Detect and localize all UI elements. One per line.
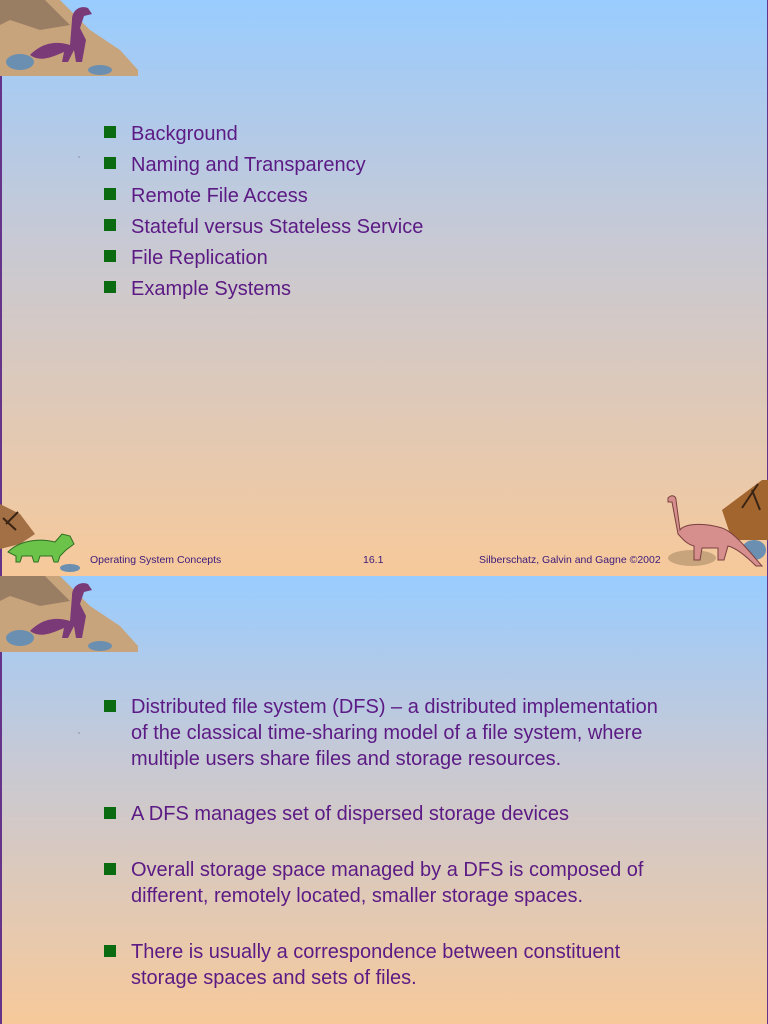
topic-list (104, 119, 423, 305)
list-item (104, 802, 664, 828)
triceratops-illustration (0, 504, 85, 574)
bullet-square-icon (104, 945, 116, 957)
bullet-square-icon (104, 700, 116, 712)
bullet-square-icon (104, 807, 116, 819)
list-item (104, 119, 423, 150)
footer-copyright: Silberschatz, Galvin and Gagne ©2002 (479, 554, 661, 566)
bullet-square-icon (104, 126, 116, 138)
list-item (104, 150, 423, 181)
bullet-square-icon (104, 188, 116, 200)
list-item (104, 181, 423, 212)
list-item-text: There is usually a correspondence between constituent storage spaces and sets of files. (131, 940, 621, 989)
trex-rock-illustration (0, 0, 140, 80)
slide-16-2 (0, 576, 768, 1024)
list-item-text: Distributed file system (DFS) – a distributed implementation of the classical time-sharing model of a file system, where multiple users share files and storage resources. (131, 696, 658, 770)
bullet-square-icon (104, 863, 116, 875)
bullet-square-icon (104, 281, 116, 293)
list-item-text: File Replication (131, 247, 268, 269)
footer-slide-number: 16.1 (363, 554, 384, 566)
list-item (104, 212, 423, 243)
list-item-text: Background (131, 123, 238, 145)
list-item (104, 274, 423, 305)
bullet-square-icon (104, 250, 116, 262)
bullet-square-icon (104, 157, 116, 169)
decor-dot (78, 156, 80, 158)
decor-dot (78, 732, 80, 734)
list-item-text: Stateful versus Stateless Service (131, 216, 424, 238)
list-item (104, 858, 664, 910)
dfs-points-list (104, 695, 664, 1021)
list-item-text: Naming and Transparency (131, 154, 366, 176)
list-item (104, 243, 423, 274)
trex-rock-illustration (0, 576, 140, 656)
list-item-text: A DFS manages set of dispersed storage devices (131, 803, 570, 826)
list-item-text: Example Systems (131, 278, 292, 300)
list-item (104, 695, 664, 772)
list-item-text: Overall storage space managed by a DFS is composed of different, remotely located, smaller storage spaces. (131, 859, 644, 907)
list-item (104, 940, 664, 992)
bullet-square-icon (104, 219, 116, 231)
footer-course-title: Operating System Concepts (90, 554, 222, 566)
brontosaurus-illustration (662, 480, 768, 574)
list-item-text: Remote File Access (131, 185, 308, 207)
